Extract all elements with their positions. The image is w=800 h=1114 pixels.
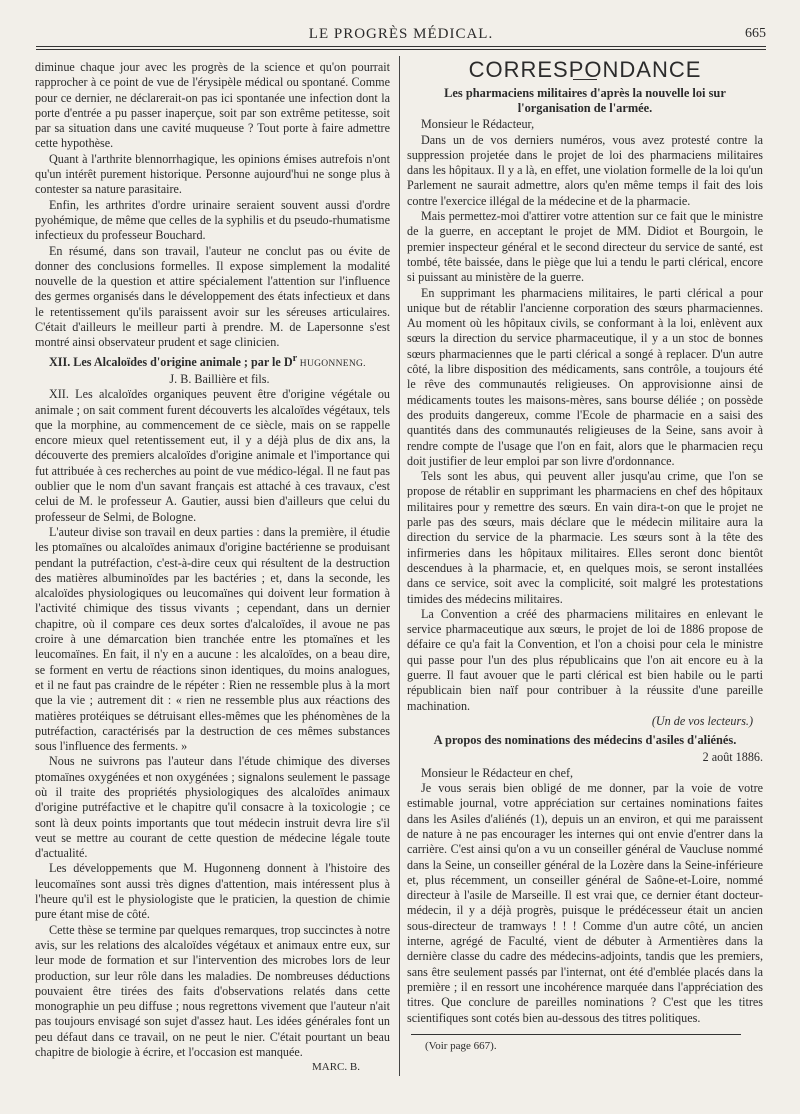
paragraph: En résumé, dans son travail, l'auteur ne conclut pas ou évite de donner des conclusions formelles. Il expose simplement la modalité nouvelle de la question et attire spécialement l'attention sur l'influence des germes organisés dans le développement des états infectieux et dans le retentissement qu'ils paraissent avoir sur les séreuses articulaires. C'était d'ailleurs le meilleur parti à prendre. M. de Lapersonne s'est montré ainsi observateur prudent et sage clinicien.: [35, 243, 390, 350]
paragraph: Quant à l'arthrite blennorrhagique, les opinions émises autrefois n'ont qu'un intérêt purement historique. Personne aujourd'hui ne songe plus à contester sa nature parasitaire.: [35, 151, 390, 197]
paragraph: Mais permettez-moi d'attirer votre attention sur ce fait que le ministre de la guerre, en acceptant le projet de MM. Didiot et Bourgoin, le premier inspecteur général et le second directeur du service de santé, est tombé, tête baissée, dans le piège que lui a tendu le parti clérical, encore si puissant au ministère de la guerre.: [407, 209, 763, 285]
review-publisher: J. B. Baillière et fils.: [169, 371, 270, 386]
paragraph: La Convention a créé des pharmaciens militaires en enlevant le service pharmaceutique aux sœurs, le projet de loi de 1886 propose de défaire ce qu'a fait la Convention, et l'on a choisi pour cela le ministre qui passe pour l'un des plus républicains que l'on ait encore eu à la guerre. Il faut avouer que le parti clérical est bien habile ou le parti républicain bien naïf pour contribuer à la réussite d'une pareille machination.: [407, 606, 763, 713]
article-title: A propos des nominations des médecins d'asiles d'aliénés.: [433, 733, 737, 748]
paragraph: Enfin, les arthrites d'ordre urinaire seraient souvent aussi d'ordre pyohémique, de même que celles de la syphilis et du pseudo-rhumatisme infectieux du professeur Bouchard.: [35, 197, 390, 243]
letter-signature: (Un de vos lecteurs.): [651, 713, 753, 728]
header-rule: [36, 46, 766, 50]
paragraph: Dans un de vos derniers numéros, vous avez protesté contre la suppression projetée dans le projet de loi des pharmaciens militaires dans les hôpitaux. Il y a là, en effet, une violation formelle de la loi qu'un Parlement ne saurait admettre, alors qu'en même temps il fait des lois contre l'exercice illégal de la médecine et de la pharmacie.: [407, 132, 763, 208]
letter-date: 2 août 1886.: [702, 750, 763, 765]
review-signature: MARC. B.: [312, 1061, 360, 1074]
left-column: [35, 60, 390, 1076]
footnote-rule: [411, 1034, 741, 1035]
review-heading-author: HUGONNENG.: [297, 358, 366, 369]
page-number: 665: [745, 26, 766, 41]
paragraph: Nous ne suivrons pas l'auteur dans l'étude chimique des diverses ptomaïnes oxygénées et non oxygénées ; signalons seulement le passage où il traite des propriétés physiologiques des alcaloïdes animaux d'origine putréfactive et le chapitre qu'il consacre à la toxicologie ; ce sont là deux points importants que tout médecin instruit devra lire s'il veut se mettre au courant de cette question de médecine légale toute d'actualité.: [35, 754, 390, 861]
page-header: [36, 26, 766, 48]
paragraph: Cette thèse se termine par quelques remarques, trop succinctes à notre avis, sur les relations des alcaloïdes végétaux et animaux entre eux, sur leur mode de formation et sur l'intervention des microbes lors de leur production, sur leur rôle dans les maladies. De nombreuses déductions pouvaient être tirées des faits d'observations relatés dans cette monographie un peu diffuse ; nous regrettons vivement que l'auteur n'ait pas toujours envisagé son sujet d'assez haut. Les idées générales font un peu défaut dans ce travail, on ne peut le nier. C'était pourtant un beau chapitre de biologie à écrire, et l'occasion est manquée.: [35, 922, 390, 1060]
column-divider: [399, 56, 400, 1076]
review-heading-sup: r: [292, 352, 298, 364]
section-title: CORRESPONDANCE: [468, 57, 702, 82]
paragraph: diminue chaque jour avec les progrès de la science et qu'on pourrait rapprocher à ce point de vue de l'érysipèle médical ou spontané. Comme pour ce dernier, ne déclarerait-on pas ici spontanée une infection dont la porte d'entrée a pu passer inaperçue, soit par son extrême petitesse, soit par sa situation dans une cavité muqueuse ? Tout porte à faire admettre cette hypothèse.: [35, 60, 390, 151]
paragraph: Je vous serais bien obligé de me donner, par la voie de votre estimable journal, votre appréciation sur certaines nominations faites dans les Asiles d'aliénés (1), depuis un an environ, et qui me paraissent de nature à ne pas encourager les internes qui ont envie d'entrer dans la carrière. C'est ainsi qu'on a vu un conseiller général de Vaucluse nommé dans la Seine, un conseiller général de la Lozère dans la Seine-inférieure et, plus récemment, un conseiller général de Saône-et-Loire, nommé directeur à l'asile de Marseille. Il est vrai que, ce dernier étant docteur-médecin, il y a déjà progrès, puisque le prédécesseur était un ancien sous-directeur de tramways ! ! ! Comme d'un autre côté, un ancien interne, agrégé de Faculté, vient de débuter à Armentières dans la dernière classe du cadre des médecins-adjoints, tandis que les premiers, sans être seulement passés par l'internat, ont été d'emblée placés dans la première ; il en ressort une incohérence marquée dans l'appréciation des titres. Que conclure de pareilles nominations ? C'est que les titres scientifiques sont cotés bien au-dessous des titres politiques.: [407, 781, 763, 1025]
footnote: (Voir page 667).: [425, 1039, 497, 1052]
article-title: Les pharmaciens militaires d'après la nouvelle loi sur l'organisation de l'armée.: [444, 86, 726, 115]
right-column: [407, 57, 763, 1054]
paragraph: En supprimant les pharmaciens militaires, le parti clérical a pour unique but de rétablir l'ancienne corporation des sœurs pharmaciennes. Au moment où les hôpitaux civils, se conformant à la loi, enlèvent aux sœurs la direction du service pharmaceutique, il y a un stoc de bonnes sœurs pharmaciennes que le parti clérical a songé à replacer. D'un autre côté, la libre disposition des médicaments, sans contrôle, a toujours été le rêve des communautés religieuses. On approvisionne ainsi de médicaments toutes les maisons-mères, sans bourse déliée ; on possède des produits dangereux, comme l'Ecole de pharmacie en a saisi des quantités dans des communautés religieuses de la Seine, sans avoir à rendre compte de l'usage que l'on en fait, alors que le pharmacien reçu doit justifier de leur emploi par son livre d'ordonnance.: [407, 285, 763, 468]
review-heading: [35, 351, 390, 372]
salutation: Monsieur le Rédacteur,: [421, 117, 535, 132]
review-heading-title: XII. Les Alcaloïdes d'origine animale ; par le D: [49, 354, 293, 369]
salutation: Monsieur le Rédacteur en chef,: [421, 765, 574, 780]
paragraph: L'auteur divise son travail en deux parties : dans la première, il étudie les ptomaïnes ou alcaloïdes animaux d'origine bactérienne se produisant pendant la putréfaction, c'est-à-dire ceux qui résultent de la destruction des matières albuminoïdes par les bactéries ; et, dans la seconde, les alcaloïdes physiologiques ou leucomaïnes qui doivent leur formation à l'activité chimique des tissus vivants ; cependant, dans un dernier chapitre, où il compare ces deux sortes d'alcaloïdes, il avoue ne pas croire à une démarcation bien tranchée entre les ptomaïnes et les leucomaïnes. En fait, il n'y en a aucune : les alcaloïdes, on a beau dire, se forment en vertu de réactions sinon identiques, du moins analogues, et il ne faut pas craindre de le répéter : Rien ne ressemble plus à la mort que la vie ; autrement dit : « rien ne ressemble plus aux réactions des matières protéiques se détruisant elles-mêmes que les phénomènes de la putréfaction, caractérisés par la destruction de ces mêmes substances sous l'influence des ferments. »: [35, 524, 390, 754]
paragraph: Les développements que M. Hugonneng donnent à l'histoire des leucomaïnes sont aussi très dignes d'attention, mais intéressent plus à l'heure qu'il est le physiologiste que le praticien, la question de chimie pure étant mise de côté.: [35, 861, 390, 922]
paragraph: Tels sont les abus, qui peuvent aller jusqu'au crime, que l'on se propose de rétablir en supprimant les pharmaciens en chef des hôpitaux militaires pour y remettre des sœurs. En vain dira-t-on que le projet ne parle pas des sœurs, mais déclare que le médecin militaire aura la direction du service de la pharmacie. Les sœurs sont à la tête des infirmeries dans les hôpitaux militaires. Elles seront donc bientôt descendues à la pharmacie, et, en quelques mois, se seront installées dans ce service, soit avec la complicité, soit malgré les protestations timides des médecins militaires.: [407, 469, 763, 606]
journal-title: LE PROGRÈS MÉDICAL.: [308, 26, 494, 42]
paragraph: XII. Les alcaloïdes organiques peuvent être d'origine végétale ou animale ; on sait comment furent découverts les alcaloïdes végétaux, tels que la morphine, au commencement de ce siècle, mais on se rappelle encore mieux quel retentissement eut, il y a déjà plus de dix ans, la découverte des premiers alcaloïdes d'origine animale et l'importance qui fut attribuée à ces recherches au point de vue médico-légal. Il ne faut pas oublier que le nom d'un savant français est attaché à ces travaux, c'est celui de M. le professeur A. Gautier, aussi bien d'ailleurs que celui du professeur de Selmi, de Bologne.: [35, 387, 390, 524]
